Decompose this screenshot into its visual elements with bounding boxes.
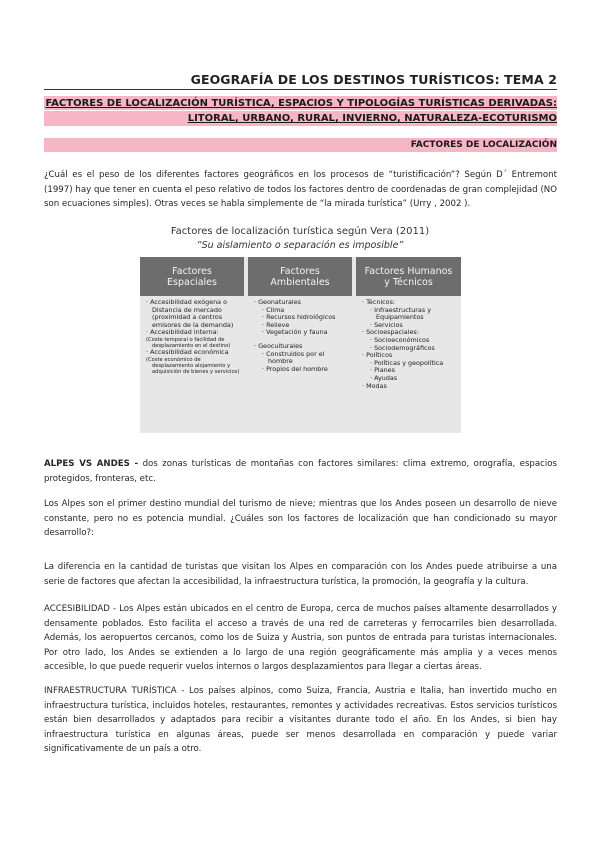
figure-title: Factores de localización turística según Vera (2011) <box>170 226 430 237</box>
list-item: · Recursos hidrológicos <box>262 313 336 322</box>
figure-subtitle: “Su aislamiento o separación es imposible” <box>196 240 404 251</box>
factors-diagram <box>140 257 461 433</box>
list-item: · Geonaturales <box>254 298 301 306</box>
factor-column-environmental <box>248 257 352 433</box>
list-item: · Modas <box>362 381 387 390</box>
list-item: · Socioespaciales: <box>362 328 419 337</box>
list-item: · Accesibilidad interna: <box>146 328 219 337</box>
list-item: · Servicios <box>370 320 403 329</box>
list-item: · Políticas y geopolítica <box>370 358 444 367</box>
list-item: · Clima <box>262 305 285 314</box>
list-item: · Ayudas <box>370 373 398 382</box>
list-item: · Políticos <box>362 351 393 360</box>
column-header: Factores Espaciales <box>140 257 244 296</box>
column-header: Factores Ambientales <box>248 257 352 296</box>
document-title: GEOGRAFÍA DE LOS DESTINOS TURÍSTICOS: TEMA 2 <box>44 72 557 90</box>
list-item: · Planes <box>370 366 395 375</box>
list-item: · Accesibilidad económica <box>146 348 229 357</box>
list-item: · Técnicos: <box>362 298 396 306</box>
column-header: Factores Humanos y Técnicos <box>356 257 461 296</box>
alpes-andes-paragraph <box>44 457 557 486</box>
list-note: (Coste temporal o facilidad de desplazamiento en el destino) <box>146 336 231 350</box>
list-item: · Accesibilidad exógena o Distancia de mercado (proximidad a centros emisores de la demanda) <box>146 298 234 329</box>
subtitle-line-1: FACTORES DE LOCALIZACIÓN TURÍSTICA, ESPACIOS Y TIPOLOGÍAS TURÍSTICAS DERIVADAS: <box>45 98 557 109</box>
factor-column-spatial <box>140 257 244 433</box>
infrastructure-paragraph: INFRAESTRUCTURA TURÍSTICA - Los países alpinos, como Suiza, Francia, Austria e Italia, han invertido mucho en infraestructura turística, incluidos hoteles, restaurantes, remontes y actividades recreativas. Estos servicios turísticos están bien desarrollados y adaptados para recibir a visitantes durante todo el año. En los Andes, si bien hay infraestructura turística en algunas áreas, puede ser menos desarrollada en comparación y puede variar significativamente de un país a otro. <box>44 686 557 755</box>
list-item: · Vegetación y fauna <box>262 328 328 337</box>
factor-column-human-technical <box>356 257 461 433</box>
list-item: · Propios del hombre <box>262 364 328 373</box>
section-heading: FACTORES DE LOCALIZACIÓN <box>44 138 557 152</box>
accessibility-paragraph: ACCESIBILIDAD - Los Alpes están ubicados en el centro de Europa, cerca de muchos países altamente desarrollados y densamente poblados. Esto facilita el acceso a través de una red de carreteras y ferrocarriles bien desarrollada. Además, los aeropuertos cercanos, como los de Suiza y Austria, son puntos de entrada para turistas internacionales. Por otro lado, los Andes se extienden a lo largo de una región geográficamente más amplia y a veces menos accesible, lo que puede requerir vuelos internos o largos desplazamientos para llegar a ciertas áreas. <box>44 604 557 673</box>
alpes-andes-label: ALPES VS ANDES - <box>44 459 139 469</box>
list-item: · Sociodemográficos <box>370 343 435 352</box>
list-item: · Construidos por el hombre <box>262 349 325 366</box>
alpes-andes-text: dos zonas turísticas de montañas con factores similares: clima extremo, orografía, espacios protegidos, fronteras, etc. <box>44 459 558 484</box>
list-item: · Infraestructuras y Equipamientos <box>370 305 431 322</box>
list-note: (Coste económico de desplazamiento alojamiento y adquisición de bienes y servicios) <box>146 356 240 376</box>
subtitle-line-2: LITORAL, URBANO, RURAL, INVIERNO, NATURALEZA-ECOTURISMO <box>44 111 557 126</box>
difference-paragraph: La diferencia en la cantidad de turistas que visitan los Alpes en comparación con los Andes puede atribuirse a una serie de factores que afectan la accesibilidad, la infraestructura turística, la promoción, la geografía y la cultura. <box>44 562 557 587</box>
list-item: · Socioeconómicos <box>370 335 430 344</box>
list-item: · Geoculturales <box>254 341 303 350</box>
list-item: · Relieve <box>262 320 290 329</box>
intro-paragraph: ¿Cuál es el peso de los diferentes factores geográficos en los procesos de “turistificación”? Según D´ Entremont (1997) hay que tener en cuenta el peso relativo de todos los factores dentro de coordenadas de gran complejidad (NO son ecuaciones simples). Otras veces se habla simplemente de “la mirada turística” (Urry , 2002 ). <box>44 170 557 210</box>
snow-paragraph: Los Alpes son el primer destino mundial del turismo de nieve; mientras que los Andes poseen un desarrollo de nieve constante, pero no es potencia mundial. ¿Cuáles son los factores de localización que han condicionado su mayor desarrollo?: <box>44 499 557 539</box>
